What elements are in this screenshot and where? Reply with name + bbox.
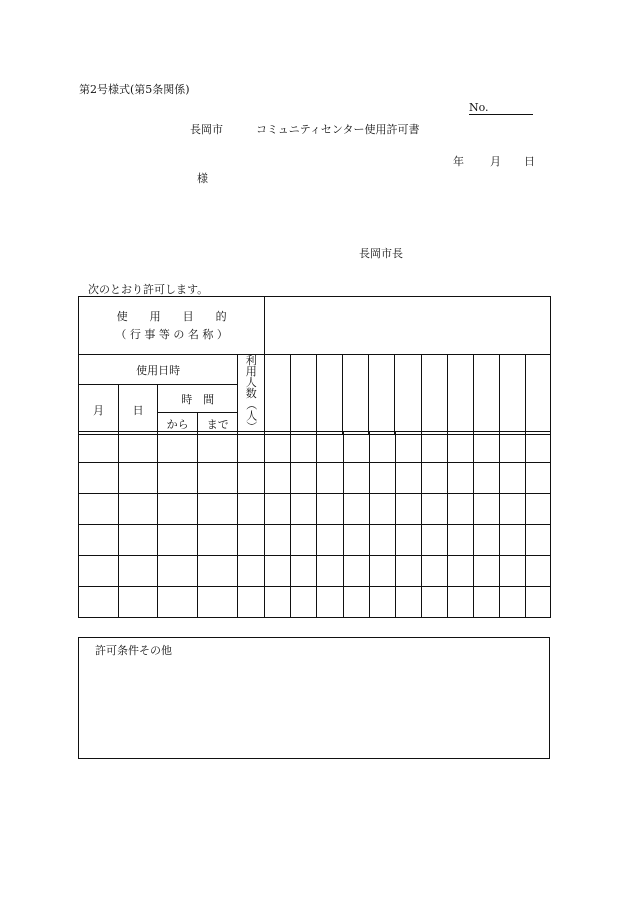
- table-cell[interactable]: [291, 525, 317, 556]
- date-month: 月: [490, 155, 501, 168]
- table-cell[interactable]: [421, 525, 447, 556]
- purpose-label-line1: 使 用 目 的: [116, 309, 227, 323]
- table-cell[interactable]: [79, 432, 119, 463]
- table-cell[interactable]: [473, 432, 499, 463]
- count-char-4: 数: [245, 387, 257, 400]
- extra-header-cell[interactable]: [525, 355, 550, 435]
- table-cell[interactable]: [291, 556, 317, 587]
- table-cell[interactable]: [369, 556, 395, 587]
- extra-header-cell[interactable]: [317, 355, 343, 435]
- table-cell[interactable]: [395, 587, 421, 618]
- table-cell[interactable]: [343, 494, 369, 525]
- table-cell[interactable]: [198, 525, 238, 556]
- table-cell[interactable]: [421, 556, 447, 587]
- table-cell[interactable]: [317, 494, 343, 525]
- extra-header-cell[interactable]: [343, 355, 369, 435]
- conditions-label: 許可条件その他: [95, 644, 172, 657]
- table-cell[interactable]: [525, 432, 550, 463]
- table-cell[interactable]: [198, 463, 238, 494]
- table-cell[interactable]: [369, 494, 395, 525]
- table-cell[interactable]: [421, 494, 447, 525]
- table-cell[interactable]: [291, 463, 317, 494]
- table-cell[interactable]: [395, 556, 421, 587]
- table-cell[interactable]: [158, 587, 198, 618]
- table-row: [79, 525, 551, 556]
- document-title: 長岡市 コミュニティセンター使用許可書: [190, 123, 420, 136]
- extra-header-cell[interactable]: [473, 355, 499, 435]
- table-cell[interactable]: [238, 463, 265, 494]
- table-cell[interactable]: [369, 432, 395, 463]
- table-cell[interactable]: [198, 556, 238, 587]
- table-cell[interactable]: [499, 463, 525, 494]
- table-cell[interactable]: [343, 463, 369, 494]
- table-cell[interactable]: [525, 556, 550, 587]
- time-header: 時 間: [158, 385, 238, 413]
- table-cell[interactable]: [343, 556, 369, 587]
- table-cell[interactable]: [265, 556, 291, 587]
- table-cell[interactable]: [238, 432, 265, 463]
- table-cell[interactable]: [369, 587, 395, 618]
- table-cell[interactable]: [317, 587, 343, 618]
- date-day: 日: [524, 155, 535, 168]
- table-cell[interactable]: [421, 432, 447, 463]
- table-cell[interactable]: [119, 463, 158, 494]
- month-header: 月: [79, 385, 119, 435]
- table-cell[interactable]: [238, 556, 265, 587]
- table-cell[interactable]: [119, 556, 158, 587]
- table-cell[interactable]: [158, 494, 198, 525]
- table-cell[interactable]: [79, 463, 119, 494]
- count-unit: （人）: [244, 399, 258, 432]
- table-cell[interactable]: [265, 525, 291, 556]
- table-cell[interactable]: [317, 463, 343, 494]
- table-cell[interactable]: [238, 525, 265, 556]
- table-cell[interactable]: [291, 494, 317, 525]
- table-row: [79, 587, 551, 618]
- table-cell[interactable]: [343, 525, 369, 556]
- table-cell[interactable]: [265, 494, 291, 525]
- table-cell[interactable]: [158, 556, 198, 587]
- table-cell[interactable]: [369, 525, 395, 556]
- extra-header-cell[interactable]: [369, 355, 395, 435]
- table-cell[interactable]: [198, 494, 238, 525]
- table-cell[interactable]: [499, 494, 525, 525]
- extra-header-cell[interactable]: [291, 355, 317, 435]
- table-cell[interactable]: [395, 432, 421, 463]
- table-cell[interactable]: [198, 432, 238, 463]
- table-row: [79, 463, 551, 494]
- table-cell[interactable]: [421, 463, 447, 494]
- table-cell[interactable]: [473, 525, 499, 556]
- table-cell[interactable]: [238, 587, 265, 618]
- document-number[interactable]: [469, 101, 533, 115]
- document-number-label: No.: [469, 101, 489, 114]
- table-cell[interactable]: [265, 432, 291, 463]
- table-row: [79, 494, 551, 525]
- table-cell[interactable]: [343, 587, 369, 618]
- recipient-suffix: 様: [197, 172, 208, 185]
- table-cell[interactable]: [421, 587, 447, 618]
- table-cell[interactable]: [317, 556, 343, 587]
- usage-table: [78, 296, 551, 435]
- table-cell[interactable]: [291, 587, 317, 618]
- table-cell[interactable]: [447, 587, 473, 618]
- table-cell[interactable]: [238, 494, 265, 525]
- extra-header-cell[interactable]: [395, 355, 421, 435]
- table-cell[interactable]: [499, 525, 525, 556]
- table-cell[interactable]: [79, 525, 119, 556]
- datetime-header: 使用日時: [79, 355, 238, 385]
- table-cell[interactable]: [447, 463, 473, 494]
- table-cell[interactable]: [499, 587, 525, 618]
- extra-header-cell[interactable]: [265, 355, 291, 435]
- table-cell[interactable]: [119, 494, 158, 525]
- table-cell[interactable]: [499, 432, 525, 463]
- table-cell[interactable]: [317, 432, 343, 463]
- table-cell[interactable]: [395, 463, 421, 494]
- table-cell[interactable]: [198, 587, 238, 618]
- day-header: 日: [119, 385, 158, 435]
- extra-header-cell[interactable]: [499, 355, 525, 435]
- table-cell[interactable]: [158, 432, 198, 463]
- table-cell[interactable]: [447, 432, 473, 463]
- table-cell[interactable]: [317, 525, 343, 556]
- table-cell[interactable]: [447, 556, 473, 587]
- table-cell[interactable]: [79, 587, 119, 618]
- purpose-label: [79, 297, 265, 355]
- purpose-label-line2: （ 行 事 等 の 名 称 ）: [115, 327, 228, 341]
- from-header: から: [158, 413, 198, 435]
- table-cell[interactable]: [369, 463, 395, 494]
- table-cell[interactable]: [79, 556, 119, 587]
- table-cell[interactable]: [525, 463, 550, 494]
- table-cell[interactable]: [525, 587, 550, 618]
- table-cell[interactable]: [79, 494, 119, 525]
- table-cell[interactable]: [119, 525, 158, 556]
- to-header: まで: [198, 413, 238, 435]
- table-cell[interactable]: [473, 463, 499, 494]
- table-cell[interactable]: [265, 587, 291, 618]
- table-cell[interactable]: [447, 494, 473, 525]
- count-header: [238, 355, 265, 435]
- table-cell[interactable]: [525, 494, 550, 525]
- table-cell[interactable]: [291, 432, 317, 463]
- extra-header-cell[interactable]: [447, 355, 473, 435]
- table-cell[interactable]: [525, 525, 550, 556]
- conditions-box[interactable]: [78, 637, 550, 759]
- form-number: 第2号様式(第5条関係): [79, 83, 190, 96]
- table-row: [79, 556, 551, 587]
- table-cell[interactable]: [158, 463, 198, 494]
- issuer: 長岡市長: [359, 247, 403, 260]
- table-cell[interactable]: [395, 494, 421, 525]
- table-cell[interactable]: [395, 525, 421, 556]
- table-cell[interactable]: [343, 432, 369, 463]
- table-cell[interactable]: [119, 432, 158, 463]
- usage-data-rows: [78, 431, 551, 618]
- table-row: [79, 432, 551, 463]
- table-cell[interactable]: [473, 494, 499, 525]
- count-char-3: 人: [245, 376, 257, 389]
- table-cell[interactable]: [119, 587, 158, 618]
- count-char-1: 利: [245, 354, 257, 367]
- table-cell[interactable]: [473, 587, 499, 618]
- intro-text: 次のとおり許可します。: [88, 283, 209, 296]
- table-cell[interactable]: [265, 463, 291, 494]
- date-year: 年: [453, 155, 464, 168]
- table-cell[interactable]: [158, 525, 198, 556]
- table-cell[interactable]: [499, 556, 525, 587]
- purpose-input[interactable]: [265, 297, 551, 355]
- count-char-2: 用: [245, 365, 257, 378]
- table-cell[interactable]: [447, 525, 473, 556]
- table-cell[interactable]: [473, 556, 499, 587]
- extra-header-cell[interactable]: [421, 355, 447, 435]
